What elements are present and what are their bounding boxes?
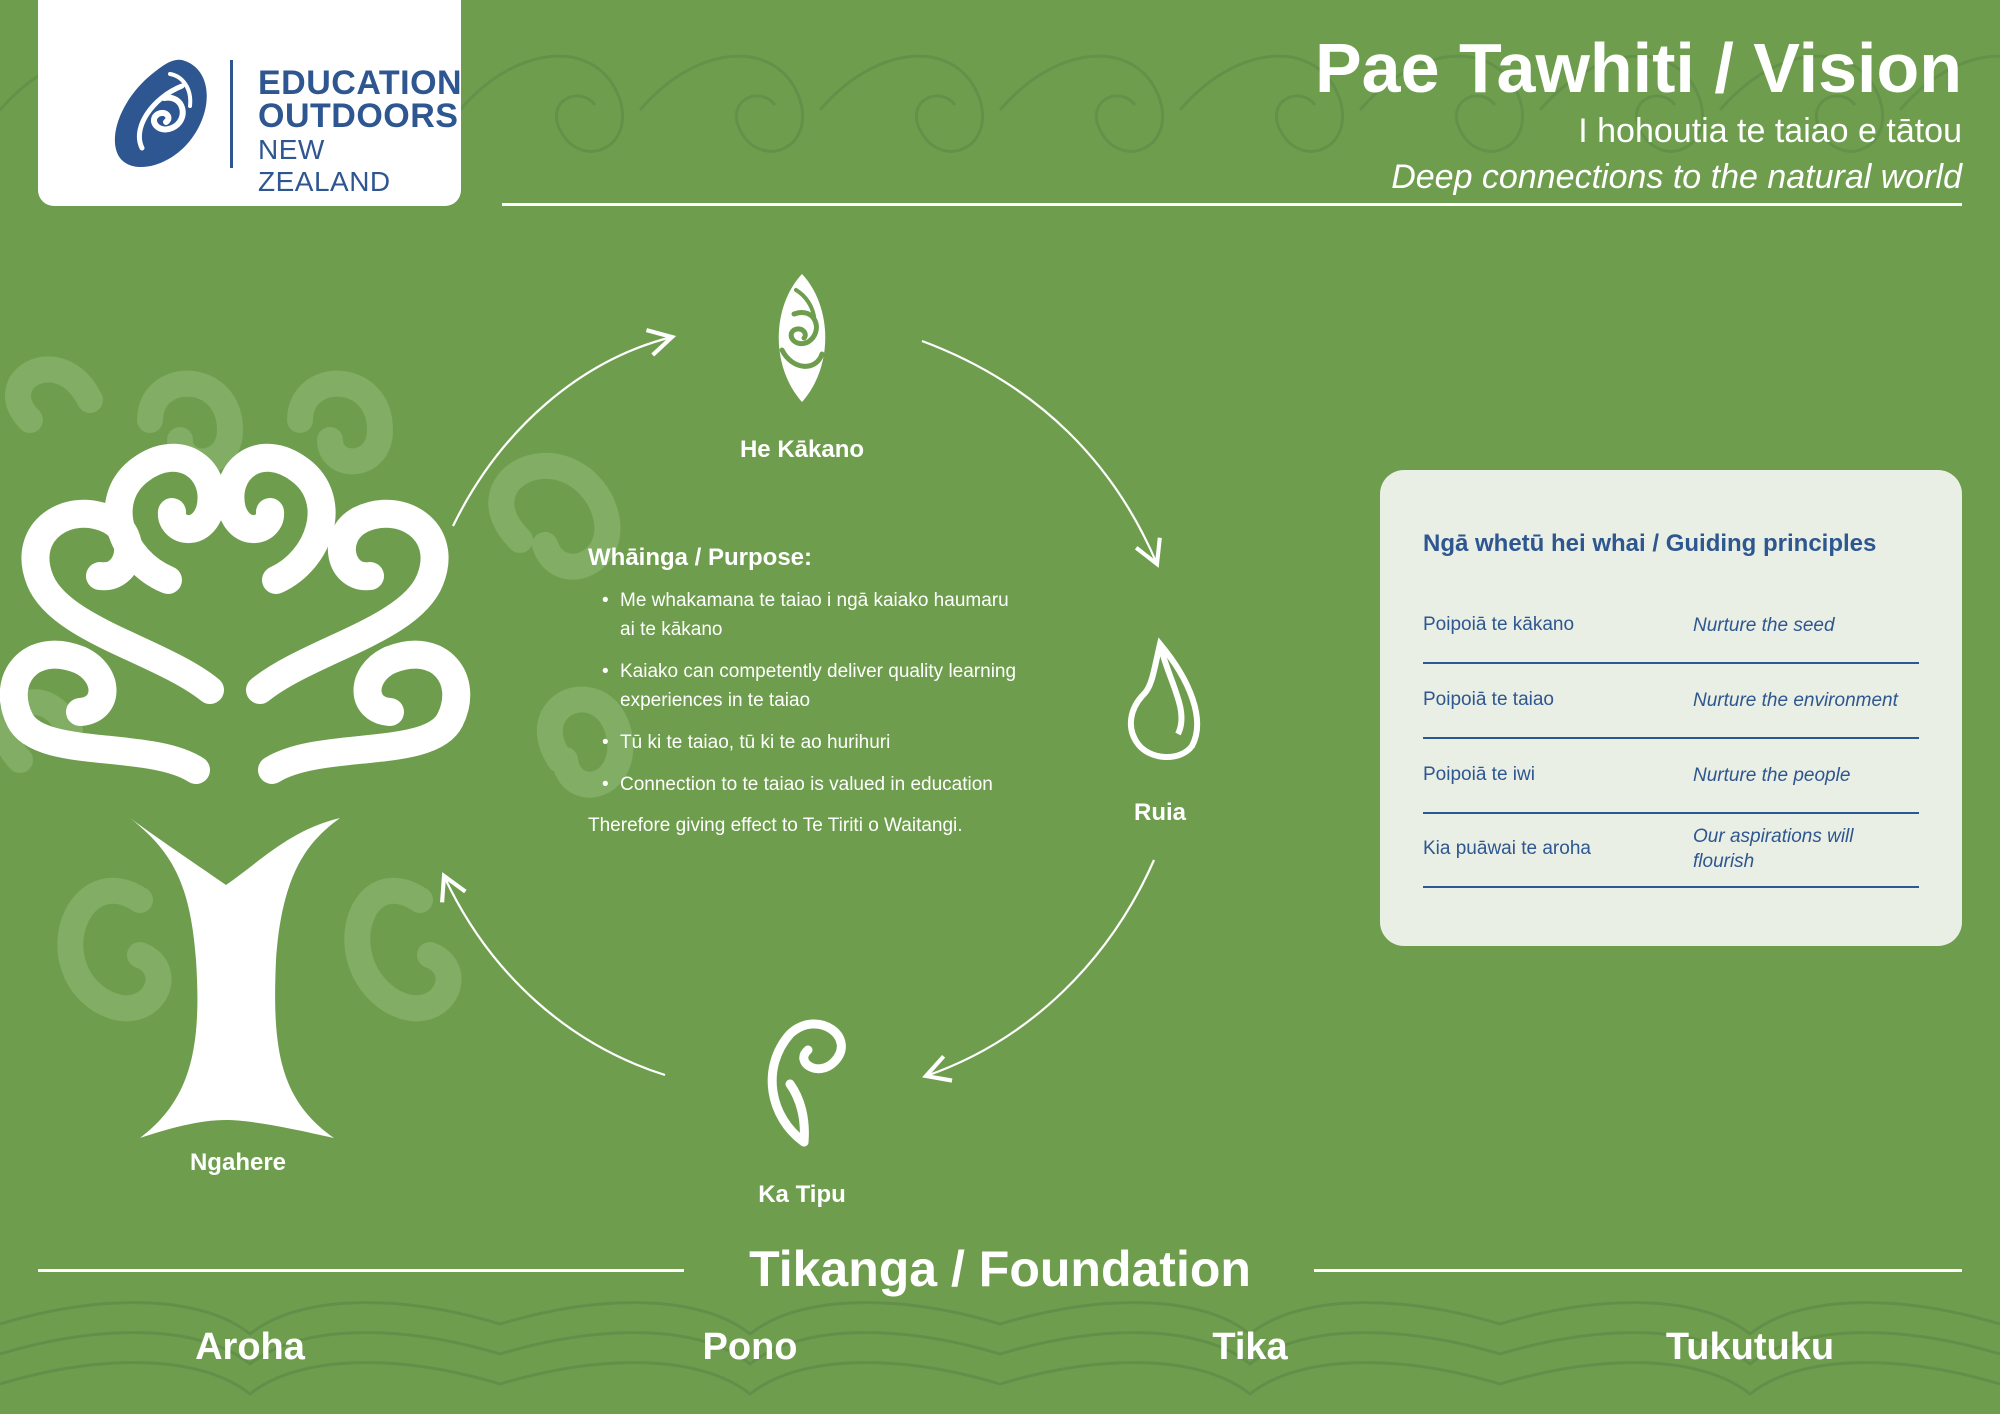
cycle-arrow-bottom-right xyxy=(926,860,1154,1076)
tree-icon xyxy=(14,458,457,1138)
vision-subtitle-english: Deep connections to the natural world xyxy=(1391,158,1962,196)
foundation-value-aroha: Aroha xyxy=(195,1326,305,1368)
purpose-heading: Whāinga / Purpose: xyxy=(588,544,813,571)
principle-row xyxy=(1423,738,1919,814)
foundation-value-pono: Pono xyxy=(702,1326,798,1368)
purpose-item: • Tū ki te taiao, tū ki te ao hurihuri xyxy=(588,728,1028,757)
stage-label-ka-tipu: Ka Tipu xyxy=(758,1181,846,1208)
foundation-rule-right xyxy=(1314,1269,1962,1272)
foundation-value-tukutuku: Tukutuku xyxy=(1665,1326,1835,1368)
seed-icon xyxy=(779,274,826,402)
principle-english: Nurture the people xyxy=(1693,764,1851,786)
principle-maori: Poipoiā te iwi xyxy=(1423,764,1535,785)
guiding-principles-title: Ngā whetū hei whai / Guiding principles xyxy=(1423,530,1877,557)
foundation-title: Tikanga / Foundation xyxy=(749,1241,1251,1297)
sprout-icon xyxy=(772,1024,841,1142)
vision-subtitle-maori: I hohoutia te taiao e tātou xyxy=(1578,112,1962,150)
foundation-value-tika: Tika xyxy=(1212,1326,1288,1368)
principle-english: Nurture the environment xyxy=(1693,689,1898,711)
principle-maori: Kia puāwai te aroha xyxy=(1423,838,1591,859)
principle-row xyxy=(1423,588,1919,664)
principle-row xyxy=(1423,812,1919,888)
stage-label-ruia: Ruia xyxy=(1133,799,1187,826)
purpose-footer: Therefore giving effect to Te Tiriti o Waitangi. xyxy=(588,815,963,836)
logo-text-new-zealand: NEW ZEALAND xyxy=(258,134,391,197)
droplet-icon xyxy=(1131,644,1197,757)
purpose-block xyxy=(588,544,1028,840)
stage-label-he-kakano: He Kākano xyxy=(739,436,865,463)
cycle-arrow-top-right xyxy=(922,341,1157,564)
purpose-item: • Me whakamana te taiao i ngā kaiako haumaru ai te kākano xyxy=(588,586,1028,644)
cycle-arrow-top-left xyxy=(453,337,672,526)
principle-english: Nurture the seed xyxy=(1693,614,1835,636)
cycle-arrow-bottom-left xyxy=(444,876,665,1075)
vision-title: Pae Tawhiti / Vision xyxy=(1314,29,1962,107)
purpose-item: • Connection to te taiao is valued in education xyxy=(588,770,1028,799)
foundation-rule-left xyxy=(38,1269,684,1272)
guiding-principles-card xyxy=(1380,470,1962,946)
logo-text-outdoors: OUTDOORS xyxy=(258,97,459,135)
principle-maori: Poipoiā te taiao xyxy=(1423,689,1554,710)
principle-row xyxy=(1423,663,1919,739)
purpose-list xyxy=(588,586,1028,799)
stage-label-ngahere: Ngahere xyxy=(189,1149,287,1176)
logo-text-education: EDUCATION xyxy=(258,64,463,102)
principle-maori: Poipoiā te kākano xyxy=(1423,614,1575,635)
purpose-item: • Kaiako can competently deliver quality learning experiences in te taiao xyxy=(588,657,1028,715)
principle-english: Our aspirations will flourish xyxy=(1693,826,1854,872)
